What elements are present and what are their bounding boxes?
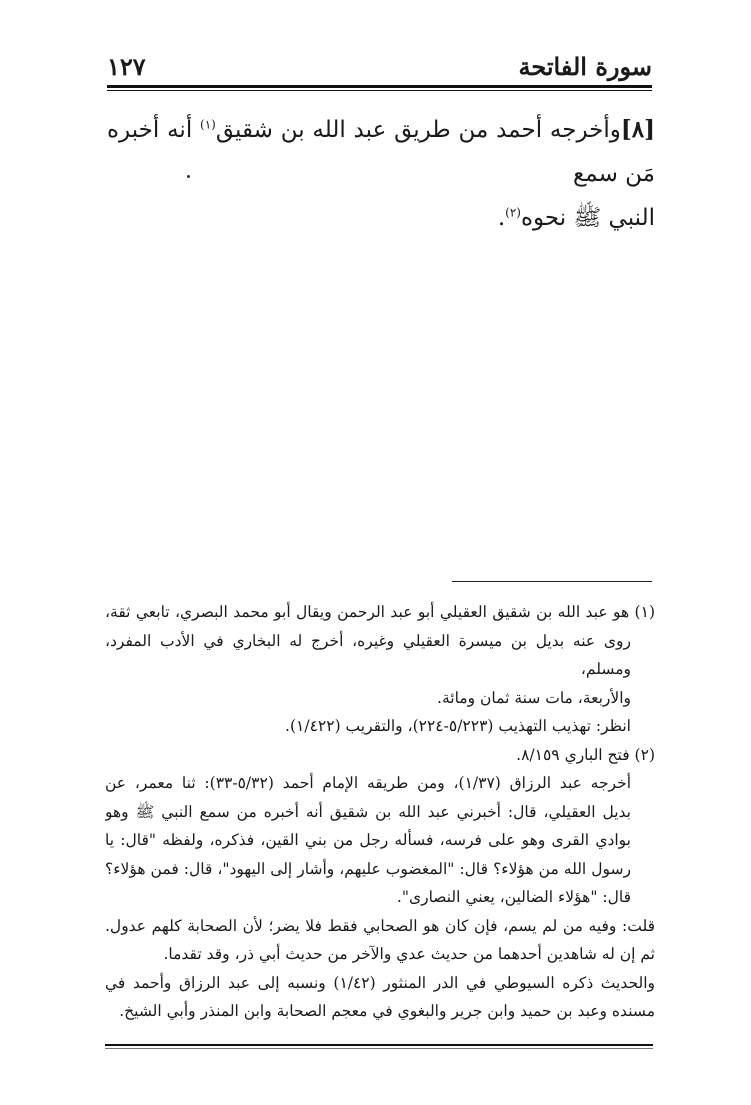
footnote-2-line-10: مسنده وعبد بن حميد وابن جرير والبغوي في معجم الصحابة وابن المنذر وأبي الشيخ.	[119, 1002, 655, 1020]
main-line-1-tail: أنه أخبره مَن سمع	[107, 117, 655, 187]
footnote-ref-1: (١)	[200, 117, 216, 132]
footnote-1-line-4: انظر: تهذيب التهذيب (٥/٢٢٣-٢٢٤)، والتقريب (١/٤٢٢).	[285, 717, 631, 735]
footnote-2-line-8: ثم إن له شاهدين أحدهما من حديث عدي والآخر من حديث أبي ذر، وقد تقدما.	[163, 945, 655, 963]
main-line-2-tail: .	[497, 205, 506, 231]
main-line-2-text: النبي ﷺ نحوه	[520, 205, 655, 231]
footnote-1-line-2: روى عنه بديل بن ميسرة العقيلي وغيره، أخرج له البخاري في الأدب المفرد، ومسلم،	[105, 631, 631, 678]
footnotes	[105, 598, 655, 1026]
main-line-2	[107, 196, 655, 240]
main-text	[107, 108, 655, 240]
footnote-separator	[452, 581, 652, 582]
page-header	[107, 52, 652, 82]
stray-dot	[187, 175, 190, 178]
main-line-1	[107, 108, 655, 196]
footnote-2-line-1: (٢) فتح الباري ٨/١٥٩.	[516, 745, 655, 764]
page-number: ١٢٧	[107, 52, 146, 81]
main-line-1-text: وأخرجه أحمد من طريق عبد الله بن شقيق	[215, 117, 621, 143]
footnote-2-line-2: أخرجه عبد الرزاق (١/٣٧)، ومن طريقه الإمام أحمد (٥/٣٢-٣٣): ثنا معمر، عن	[105, 774, 631, 792]
footnote-1-line-3: والأربعة، مات سنة ثمان ومائة.	[437, 688, 631, 707]
footnote-2-line-7: قلت: وفيه من لم يسم، فإن كان هو الصحابي فقط فلا يضر؛ لأن الصحابة كلهم عدول.	[105, 916, 655, 935]
footnote-2-line-5: رسول الله من هؤلاء؟ قال: "المغضوب عليهم، وأشار إلى اليهود"، قال: فمن هؤلاء؟	[105, 859, 631, 878]
footnote-2-line-3: بديل العقيلي، قال: أخبرني عبد الله بن شقيق أنه أخبره من سمع النبي ﷺ وهو	[105, 802, 631, 821]
footnote-2-line-6: قال: "هؤلاء الضالين، يعني النصارى".	[396, 888, 631, 906]
footnote-2-line-4: بوادي القرى وهو على فرسه، فسأله رجل من بني القين، فذكره، ولفظه "قال: يا	[105, 831, 631, 849]
entry-number: [٨]	[620, 116, 655, 143]
surah-title: سورة الفاتحة	[518, 52, 652, 81]
footnote-1-line-1: (١) هو عبد الله بن شقيق العقيلي أبو عبد الرحمن ويقال أبو محمد البصري، تابعي ثقة،	[105, 603, 655, 621]
footnote-ref-2: (٢)	[505, 205, 521, 220]
footer-rule	[105, 1044, 653, 1049]
header-rule	[107, 85, 652, 91]
footnote-2-line-9: والحديث ذكره السيوطي في الدر المنثور (١/٤٢) ونسبه إلى عبد الرزاق وأحمد في	[105, 973, 655, 992]
